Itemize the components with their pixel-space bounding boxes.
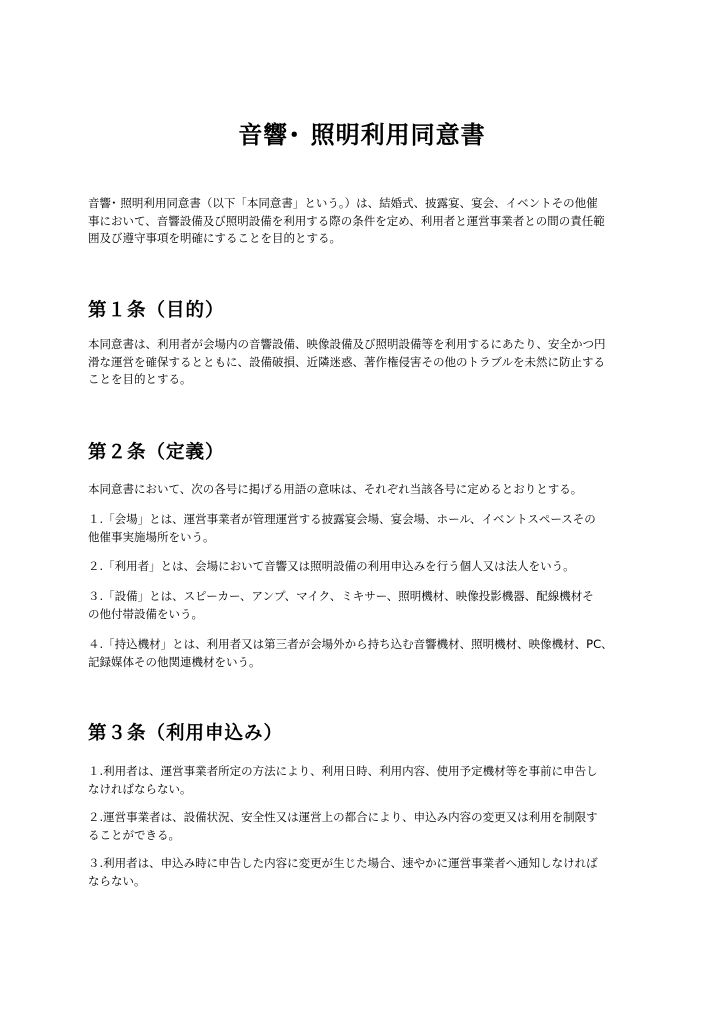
article-3-heading: 第３条（利用申込み） bbox=[88, 723, 284, 744]
article-2-item-1: １.「会場」とは、運営事業者が管理運営する披露宴会場、宴会場、ホール、イベントスペースその 他催事実施場所をいう。 bbox=[88, 512, 596, 544]
document-title: 音響･ 照明利用同意書 bbox=[238, 121, 486, 149]
article-2-item-2: ２.「利用者」とは、会場において音響又は照明設備の利用申込みを行う個人又は法人をいう。 bbox=[88, 559, 575, 573]
article-2-paragraph-1: 本同意書において、次の各号に掲げる用語の意味は、それぞれ当該各号に定めるとおりとする。 bbox=[88, 482, 583, 496]
article-1-paragraph-1: 本同意書は、利用者が会場内の音響設備、映像設備及び照明設備等を利用するにあたり、安全かつ円 滑な運営を確保するとともに、設備破損、近隣迷惑、著作権侵害その他のトラブルを未然に防止する ことを目的とする。 bbox=[88, 337, 606, 386]
article-3-item-1: １.利用者は、運営事業者所定の方法により、利用日時、利用内容、使用予定機材等を事前に申告し なければならない。 bbox=[88, 764, 598, 796]
intro-paragraph: 音響･ 照明利用同意書（以下「本同意書」という。）は、結婚式、披露宴、宴会、イベントその他催 事において、音響設備及び照明設備を利用する際の条件を定め、利用者と運営事業者との間の責任範 囲及び遵守事項を明確にすることを目的とする。 bbox=[88, 196, 605, 245]
article-2-heading: 第２条（定義） bbox=[88, 442, 225, 463]
article-2-item-4: ４.「持込機材」とは、利用者又は第三者が会場外から持ち込む音響機材、照明機材、映像機材、PC、 記録媒体その他関連機材をいう。 bbox=[88, 637, 613, 669]
article-3-item-3: ３.利用者は、申込み時に申告した内容に変更が生じた場合、速やかに運営事業者へ通知しなければ ならない。 bbox=[88, 856, 598, 888]
article-1-heading: 第１条（目的） bbox=[88, 300, 225, 321]
article-3-item-2: ２.運営事業者は、設備状況、安全性又は運営上の都合により、申込み内容の変更又は利用を制限す ることができる。 bbox=[88, 810, 598, 842]
article-2-item-3: ３.「設備」とは、スピーカー、アンプ、マイク、ミキサー、照明機材、映像投影機器、配線機材そ の他付帯設備をいう。 bbox=[88, 589, 594, 621]
